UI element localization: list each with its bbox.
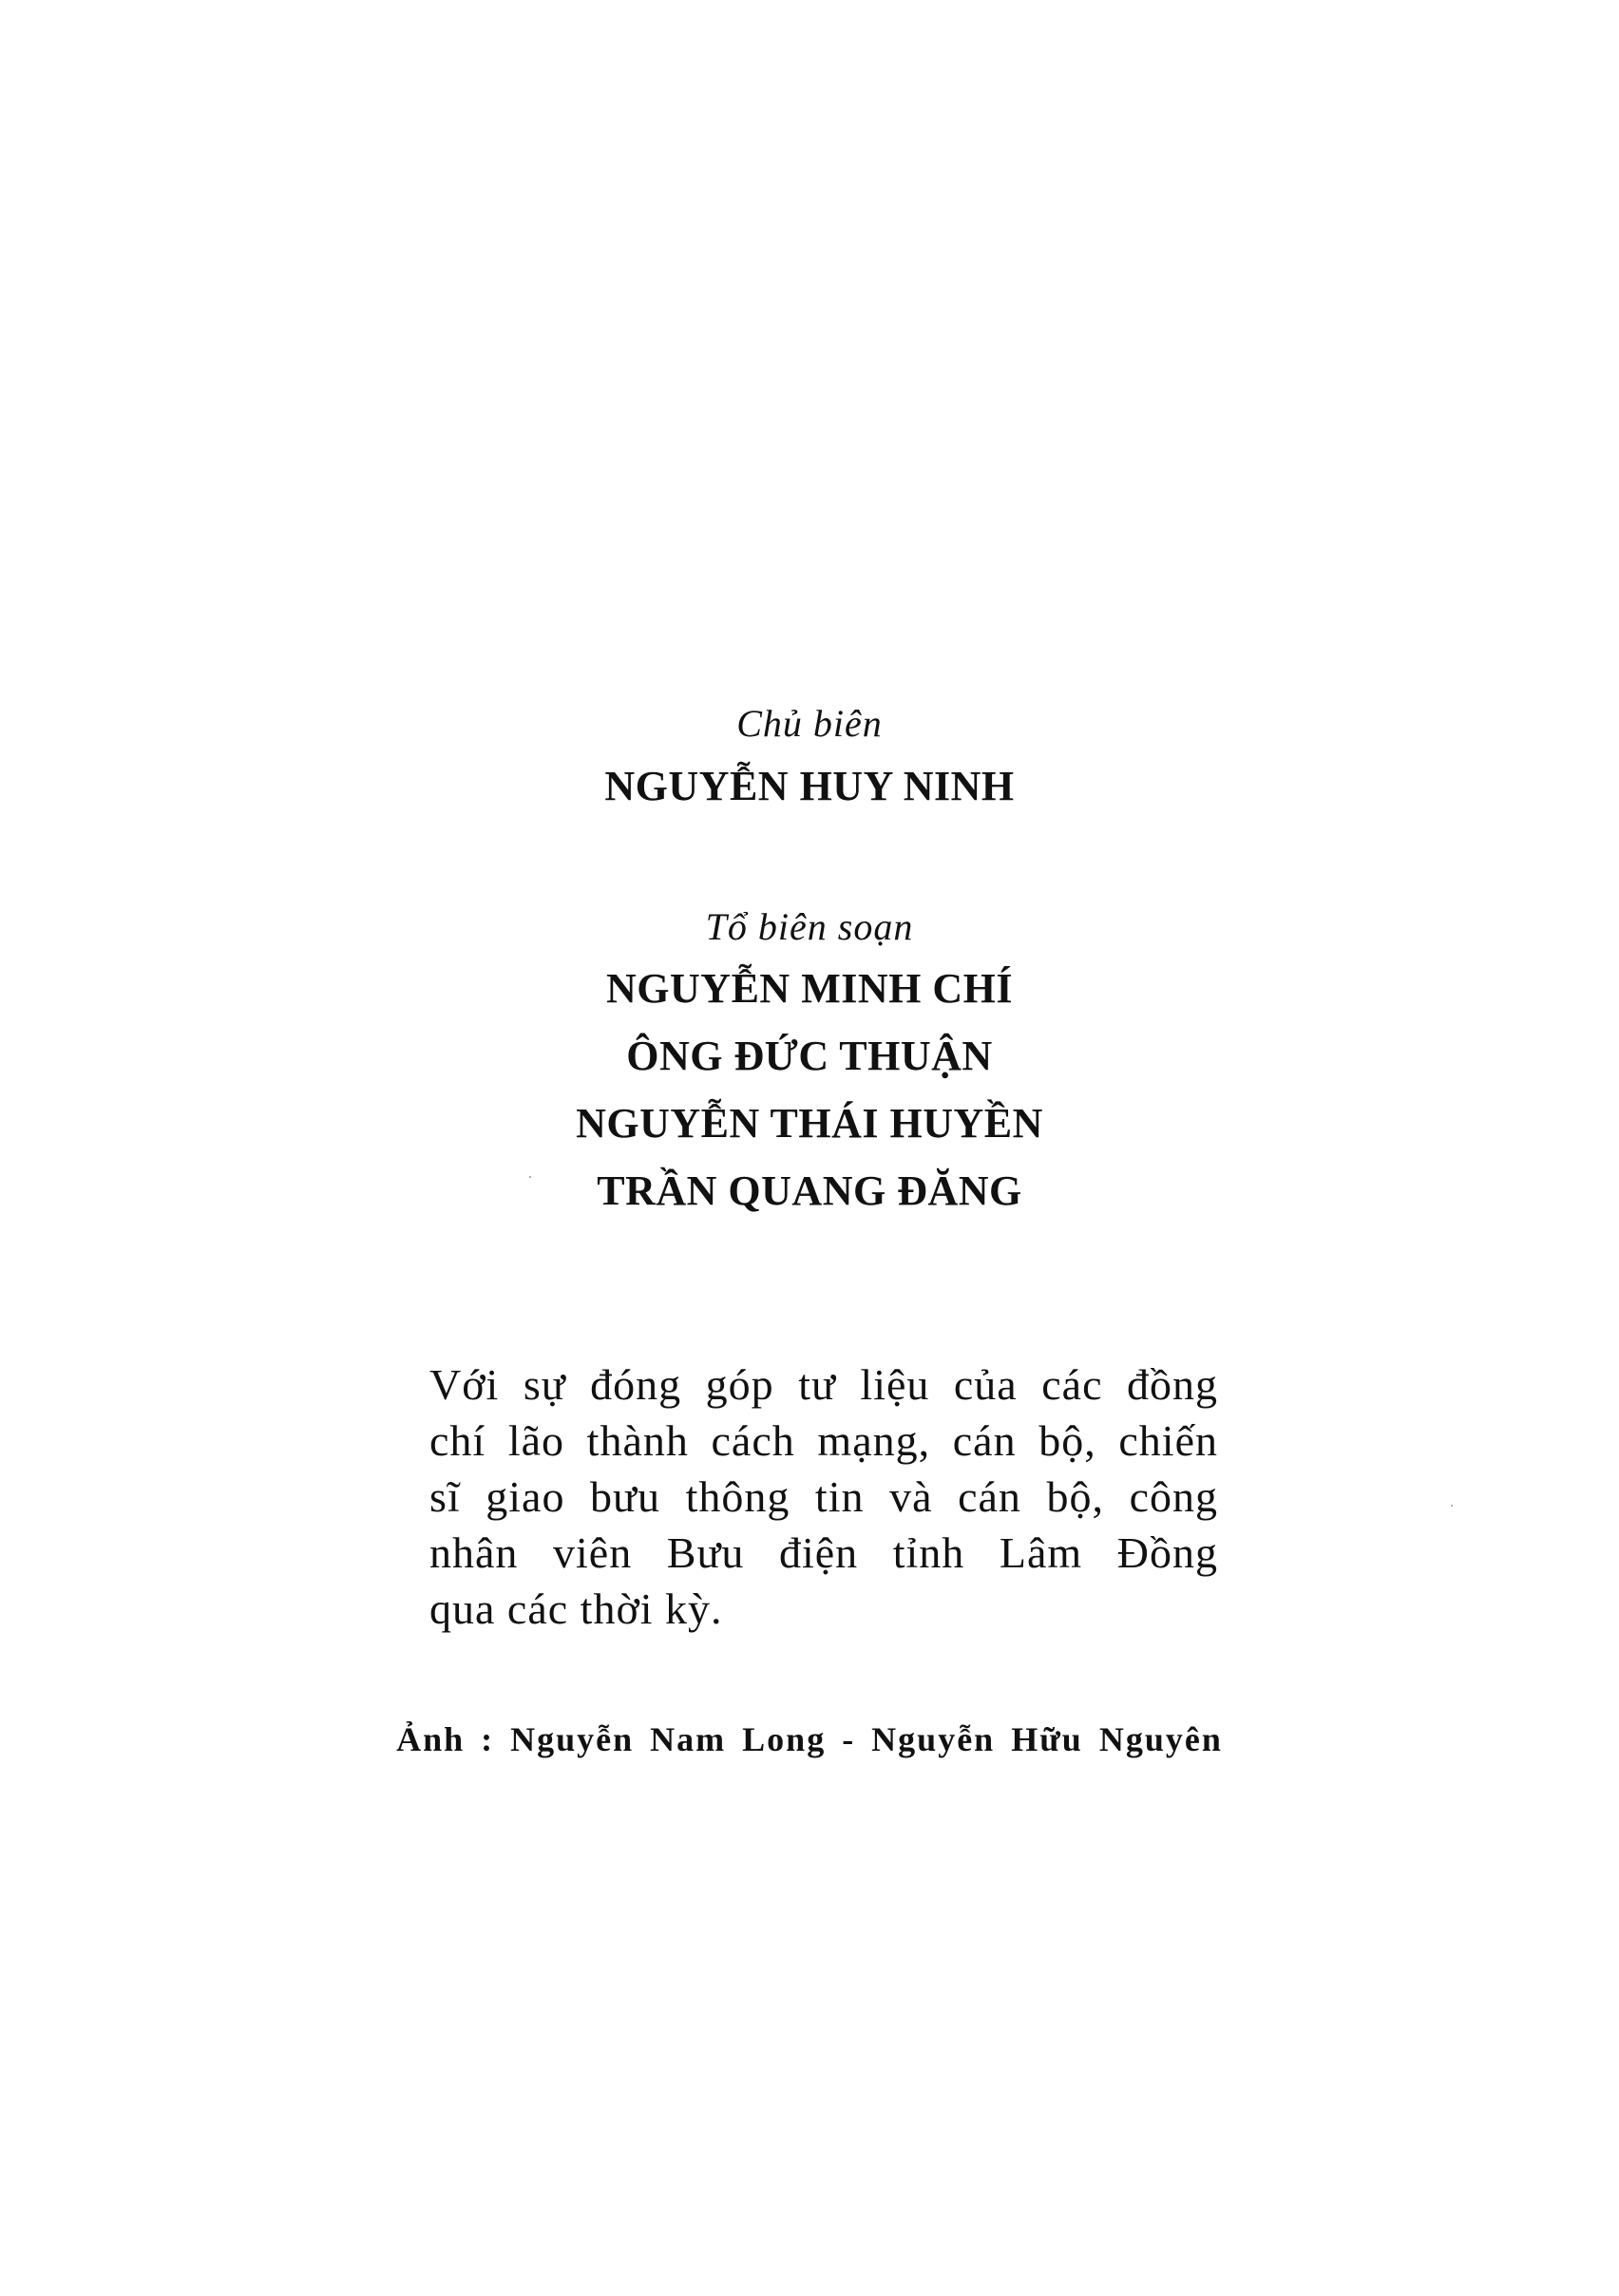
contribution-line: nhân viên Bưu điện tỉnh Lâm Đồng <box>429 1528 1218 1577</box>
editor-name: NGUYỄN HUY NINH <box>604 763 1015 809</box>
scan-speck <box>1451 1505 1453 1507</box>
contribution-line: qua các thời kỳ. <box>429 1584 723 1633</box>
contribution-line: Với sự đóng góp tư liệu của các đồng <box>429 1360 1218 1409</box>
photo-credit: Ảnh : Nguyễn Nam Long - Nguyễn Hữu Nguyên <box>396 1720 1223 1758</box>
scan-speck <box>529 1176 531 1178</box>
contribution-paragraph <box>429 1357 1218 1637</box>
compiler-name: NGUYỄN THÁI HUYỀN <box>576 1100 1043 1147</box>
compiler-name: NGUYỄN MINH CHÍ <box>606 965 1013 1012</box>
contribution-line: sĩ giao bưu thông tin và cán bộ, công <box>429 1472 1218 1521</box>
compiler-name: ÔNG ĐỨC THUẬN <box>626 1033 993 1079</box>
contribution-line: chí lão thành cách mạng, cán bộ, chiến <box>429 1416 1218 1465</box>
compilers-role-label: Tổ biên soạn <box>705 905 914 948</box>
compiler-name: TRẦN QUANG ĐĂNG <box>597 1167 1022 1214</box>
editor-role-label: Chủ biên <box>736 702 883 745</box>
